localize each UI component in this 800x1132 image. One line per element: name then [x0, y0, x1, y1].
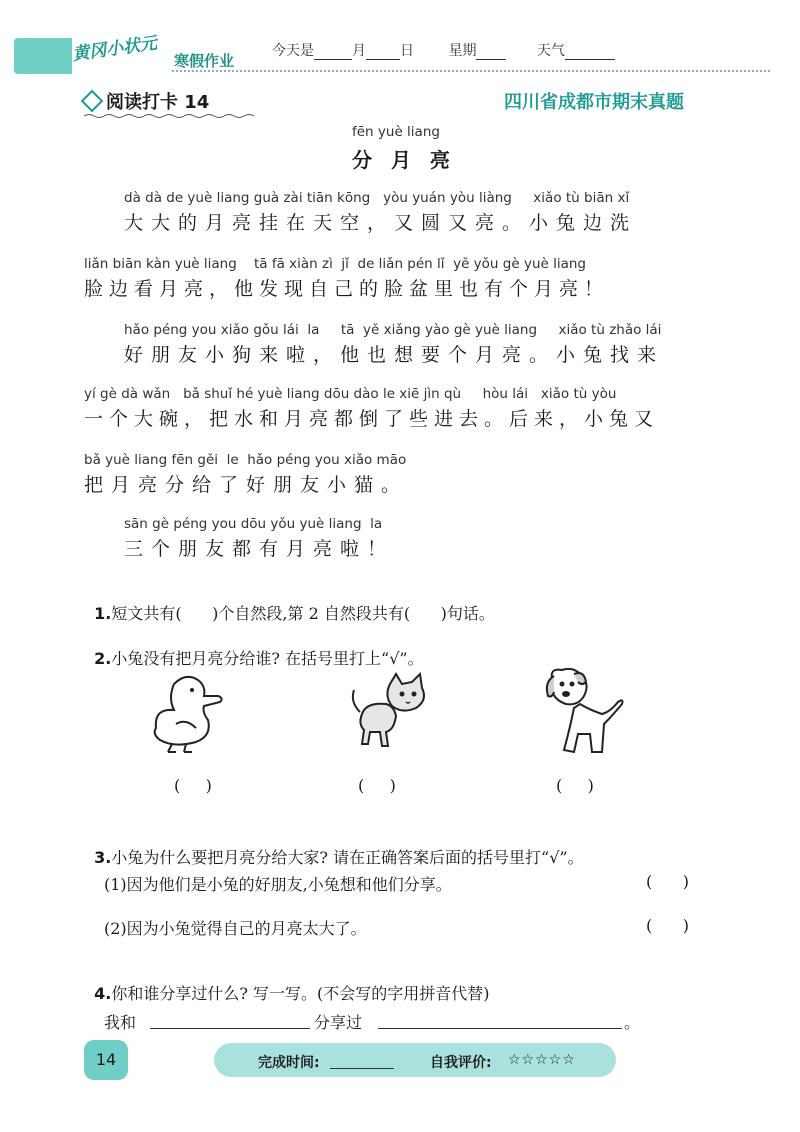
month-label: 月 [352, 43, 366, 59]
answer-period: 。 [624, 1013, 641, 1032]
month-blank[interactable] [314, 45, 352, 60]
pinyin-line: yí gè dà wǎn bǎ shuǐ hé yuè liang dōu dào le xiē jìn qù hòu lái xiǎo tù yòu [84, 386, 617, 402]
story-line: 大大的月亮挂在天空，又圆又亮。小兔边洗 [124, 212, 638, 234]
option-2: (2)因为小兔觉得自己的月亮太大了。 [104, 919, 367, 938]
week-blank[interactable] [476, 45, 506, 60]
header-tab [14, 38, 72, 74]
answer-label-shared: 分享过 [314, 1013, 363, 1032]
card-title: 阅读打卡 14 [106, 92, 210, 113]
header-divider [172, 70, 770, 72]
pinyin-line: sān gè péng you dōu yǒu yuè liang la [124, 516, 383, 532]
diamond-icon [81, 90, 104, 113]
star-rating[interactable]: ☆☆☆☆☆ [508, 1052, 576, 1068]
day-blank[interactable] [366, 45, 400, 60]
pinyin-line: dà dà de yuè liang guà zài tiān kōng yòu yuán yòu liàng xiǎo tù biān xǐ [124, 190, 630, 206]
weather-label: 天气 [536, 43, 565, 59]
answer-paren-cat[interactable]: ( ) [358, 776, 396, 795]
brand-logo: 黄冈小状元 [71, 33, 159, 65]
question-3: 3.小兔为什么要把月亮分给大家? 请在正确答案后面的括号里打“√”。 [94, 848, 584, 867]
answer-paren-dog[interactable]: ( ) [556, 776, 594, 795]
answer-paren-option-1[interactable]: ( ) [646, 872, 689, 891]
answer-paren-option-2[interactable]: ( ) [646, 916, 689, 935]
day-label: 日 [400, 43, 414, 59]
pinyin-line: liǎn biān kàn yuè liang tā fā xiàn zì jǐ de liǎn pén lǐ yě yǒu gè yuè liang [84, 256, 586, 272]
answer-label-with: 我和 [104, 1013, 137, 1032]
page-number: 14 [95, 1050, 117, 1069]
story-line: 脸边看月亮，他发现自己的脸盆里也有个月亮！ [84, 278, 610, 300]
question-1: 1.短文共有( )个自然段,第 2 自然段共有( )句话。 [94, 604, 495, 623]
completion-time-blank[interactable] [330, 1068, 394, 1069]
option-1: (1)因为他们是小兔的好朋友,小兔想和他们分享。 [104, 875, 452, 894]
story-title: 分 月 亮 [352, 148, 456, 172]
date-row [272, 40, 615, 60]
wave-underline [84, 113, 254, 119]
story-line: 一个大碗，把水和月亮都倒了些进去。后来，小兔又 [84, 408, 660, 430]
pinyin-line: hǎo péng you xiǎo gǒu lái la tā yě xiǎng yào gè yuè liang xiǎo tù zhǎo lái [124, 322, 662, 338]
question-2: 2.小兔没有把月亮分给谁? 在括号里打上“√”。 [94, 649, 424, 668]
completion-time-label: 完成时间: [258, 1055, 320, 1071]
date-label: 今天是 [272, 43, 314, 59]
cat-icon [346, 672, 432, 752]
self-rating-label: 自我评价: [430, 1055, 492, 1071]
story-line: 把月亮分给了好朋友小猫。 [84, 474, 409, 496]
pinyin-line: bǎ yuè liang fēn gěi le hǎo péng you xiǎo māo [84, 452, 407, 468]
story-line: 三个朋友都有月亮啦！ [124, 538, 395, 560]
answer-line-what[interactable] [378, 1028, 622, 1029]
source-label: 四川省成都市期末真题 [504, 92, 684, 113]
dog-icon [540, 664, 630, 758]
week-label: 星期 [448, 43, 477, 59]
answer-paren-duck[interactable]: ( ) [174, 776, 212, 795]
answer-line-who[interactable] [150, 1028, 310, 1029]
story-title-pinyin: fēn yuè liang [352, 124, 440, 140]
weather-blank[interactable] [565, 45, 615, 60]
question-4: 4.你和谁分享过什么? 写一写。(不会写的字用拼音代替) [94, 984, 490, 1003]
duck-icon [146, 668, 228, 756]
header-subtitle: 寒假作业 [174, 52, 235, 70]
story-line: 好朋友小狗来啦，他也想要个月亮。小兔找来 [124, 344, 665, 366]
